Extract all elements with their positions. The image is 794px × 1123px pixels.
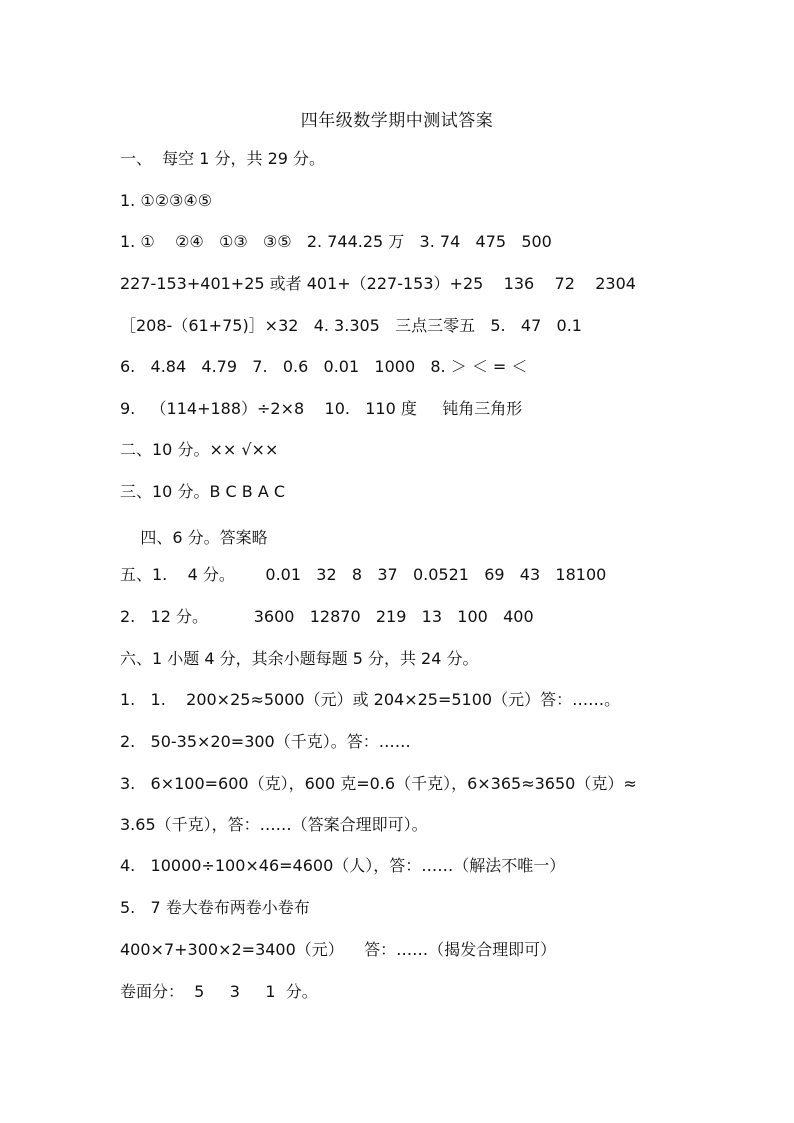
answer-line-6: 9. （114+188）÷2×8 10. 110 度 钝角三角形 — [120, 399, 523, 418]
section-six-line-5: 5. 7 卷大卷布两卷小卷布 — [120, 898, 310, 917]
section-six-line-5-cont: 400×7+300×2=3400（元） 答：……（揭发合理即可） — [120, 940, 557, 959]
section-five-line-2: 2. 12 分。 3600 12870 219 13 100 400 — [120, 607, 534, 626]
answer-line-2: 1. ① ②④ ①③ ③⑤ 2. 744.25 万 3. 74 475 500 — [120, 232, 552, 251]
presentation-score-line: 卷面分： 5 3 1 分。 — [120, 982, 318, 1001]
answer-line-3: 227-153+401+25 或者 401+（227-153）+25 136 72 2304 — [120, 274, 636, 293]
page-title: 四年级数学期中测试答案 — [300, 111, 494, 131]
answer-line-4: ［208-（61+75)］×32 4. 3.305 三点三零五 5. 47 0.1 — [120, 316, 582, 335]
answer-line-1: 1. ①②③④⑤ — [120, 191, 213, 210]
section-four-line: 四、6 分。答案略 — [120, 528, 268, 547]
section-six-line-3: 3. 6×100=600（克），600 克=0.6（千克），6×365≈3650（克）≈ — [120, 774, 637, 793]
answer-line-5: 6. 4.84 4.79 7. 0.6 0.01 1000 8. ＞ ＜ = ＜ — [120, 357, 528, 376]
section-one-header: 一、 每空 1 分，共 29 分。 — [120, 149, 326, 168]
section-six-line-3-cont: 3.65（千克），答：……（答案合理即可）。 — [120, 815, 428, 834]
section-five-line-1: 五、1. 4 分。 0.01 32 8 37 0.0521 69 43 18100 — [120, 565, 607, 584]
section-two-line: 二、10 分。×× √×× — [120, 440, 279, 459]
section-six-line-4: 4. 10000÷100×46=4600（人），答：……（解法不唯一） — [120, 856, 566, 875]
section-three-line: 三、10 分。B C B A C — [120, 482, 286, 501]
section-six-header: 六、1 小题 4 分，其余小题每题 5 分，共 24 分。 — [120, 649, 479, 668]
section-six-line-1: 1. 1. 200×25≈5000（元）或 204×25=5100（元）答：……。 — [120, 690, 621, 709]
section-six-line-2: 2. 50-35×20=300（千克）。答：…… — [120, 732, 411, 751]
